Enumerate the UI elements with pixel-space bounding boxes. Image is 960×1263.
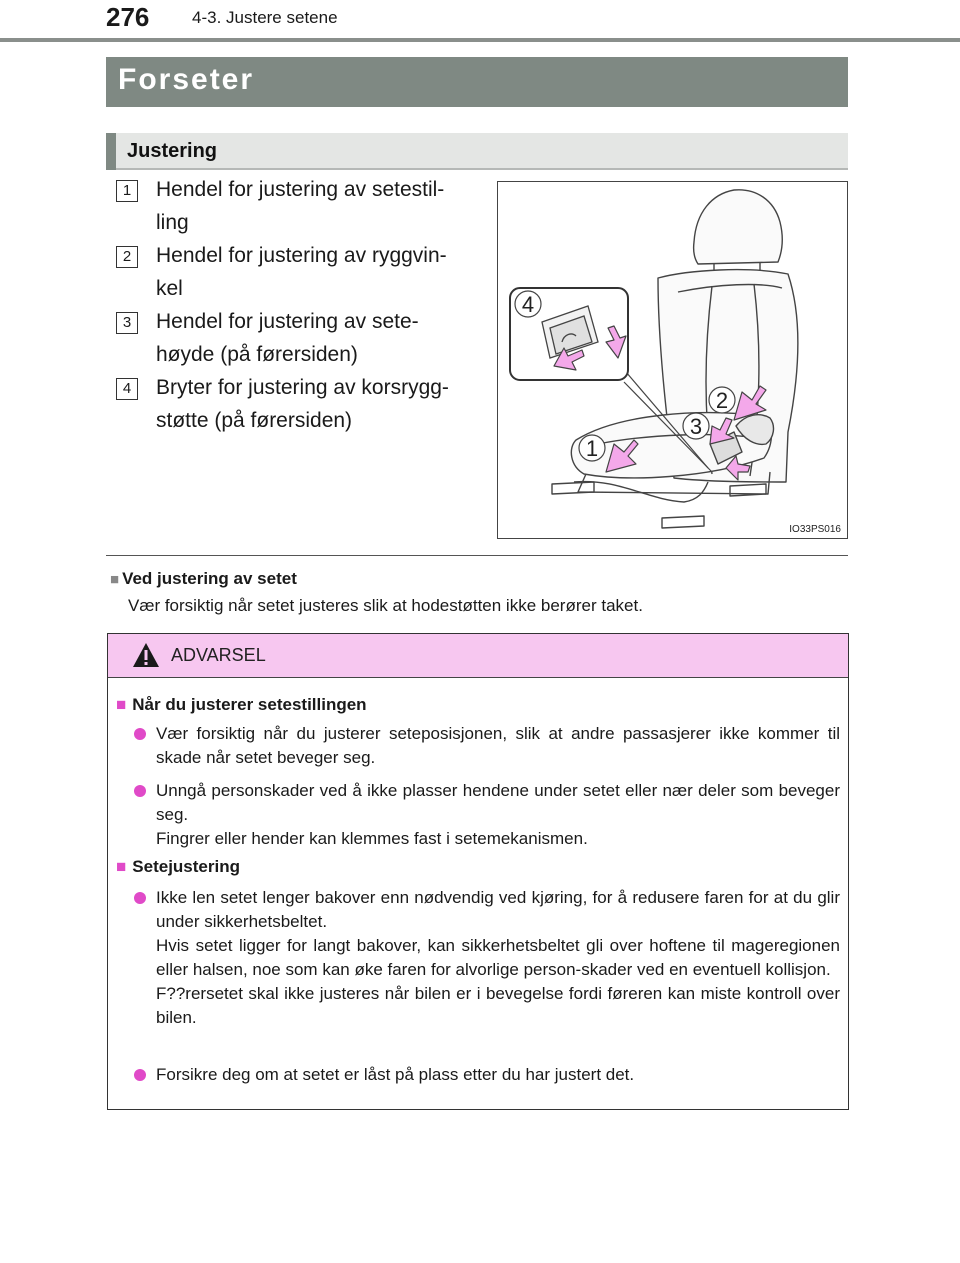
warning-paragraph: Unngå personskader ved å ikke plasser hendene under setet eller nær deler som beveger seg. xyxy=(156,781,840,824)
list-item-line: Hendel for justering av ryggvin- xyxy=(156,244,447,267)
seat-drawing xyxy=(498,182,847,538)
callout-4: 4 xyxy=(521,292,535,317)
subsection-accent-bar xyxy=(106,133,116,170)
list-item xyxy=(156,173,476,239)
warning-section-heading-text: Når du justerer setestillingen xyxy=(132,695,367,714)
list-item xyxy=(156,239,476,305)
bullet-dot-icon xyxy=(134,1069,146,1081)
square-bullet-icon: ■ xyxy=(110,571,120,588)
warning-paragraph: Forsikre deg om at setet er låst på plass etter du har justert det. xyxy=(156,1065,635,1084)
list-item xyxy=(156,371,476,437)
page-title: Forseter xyxy=(118,63,255,96)
item-number: 3 xyxy=(116,312,138,334)
warning-bullet xyxy=(134,886,840,1030)
note-heading-text: Ved justering av setet xyxy=(122,569,297,588)
note-heading xyxy=(110,569,297,589)
warning-bullet xyxy=(134,722,840,770)
callout-2: 2 xyxy=(715,388,729,413)
warning-bullet xyxy=(134,779,840,851)
bullet-dot-icon xyxy=(134,785,146,797)
list-item-line: Hendel for justering av sete- xyxy=(156,310,419,333)
section-divider xyxy=(106,555,848,556)
warning-bullet-text xyxy=(156,1063,840,1087)
warning-bullet-text xyxy=(156,886,840,1030)
list-item xyxy=(156,305,476,371)
list-item-line: høyde (på førersiden) xyxy=(156,343,358,366)
callout-1: 1 xyxy=(585,436,599,461)
list-item-line: støtte (på førersiden) xyxy=(156,409,353,432)
list-item-line: Bryter for justering av korsrygg- xyxy=(156,376,449,399)
page-number: 276 xyxy=(106,2,150,32)
square-bullet-icon: ■ xyxy=(116,695,127,714)
warning-paragraph: Fingrer eller hender kan klemmes fast i setemekanismen. xyxy=(156,829,588,848)
figure-code: IO33PS016 xyxy=(789,524,841,535)
warning-label: ADVARSEL xyxy=(171,645,266,665)
square-bullet-icon: ■ xyxy=(116,857,127,876)
note-body: Vær forsiktig når setet justeres slik at hodestøtten ikke berører taket. xyxy=(128,596,643,615)
bullet-dot-icon xyxy=(134,892,146,904)
warning-section-heading xyxy=(116,857,240,877)
item-number: 1 xyxy=(116,180,138,202)
list-item-line: ling xyxy=(156,211,189,234)
warning-bullet-text xyxy=(156,722,840,770)
warning-paragraph: Ikke len setet lenger bakover enn nødvendig ved kjøring, for å redusere faren for at du glir under sikkerhetsbeltet. xyxy=(156,888,840,931)
list-item-line: Hendel for justering av setestil- xyxy=(156,178,445,201)
warning-triangle-icon xyxy=(132,642,160,668)
subsection-band xyxy=(106,133,848,170)
warning-section-heading xyxy=(116,695,367,715)
warning-paragraph: Vær forsiktig når du justerer seteposisjonen, slik at andre passasjerer ikke kommer til skade når setet beveger seg. xyxy=(156,724,840,767)
seat-illustration xyxy=(497,181,848,539)
item-number: 2 xyxy=(116,246,138,268)
item-number: 4 xyxy=(116,378,138,400)
warning-box xyxy=(107,633,849,1110)
warning-section-heading-text: Setejustering xyxy=(132,857,240,876)
list-item-line: kel xyxy=(156,277,183,300)
subsection-title: Justering xyxy=(127,140,218,162)
warning-bullet xyxy=(134,1063,840,1087)
warning-bullet-text xyxy=(156,779,840,851)
callout-3: 3 xyxy=(689,414,703,439)
section-path: 4-3. Justere setene xyxy=(192,8,338,27)
warning-paragraph: F??rersetet skal ikke justeres når bilen er i bevegelse fordi føreren kan miste kontroll over bilen. xyxy=(156,984,840,1027)
warning-header xyxy=(108,634,848,678)
bullet-dot-icon xyxy=(134,728,146,740)
header-rule xyxy=(0,38,960,42)
warning-paragraph: Hvis setet ligger for langt bakover, kan sikkerhetsbeltet gli over hoftene til mageregionen eller halsen, noe som kan øke faren for alvorlige person-skader ved en eventuell kollisjon. xyxy=(156,936,840,979)
title-band xyxy=(106,57,848,107)
